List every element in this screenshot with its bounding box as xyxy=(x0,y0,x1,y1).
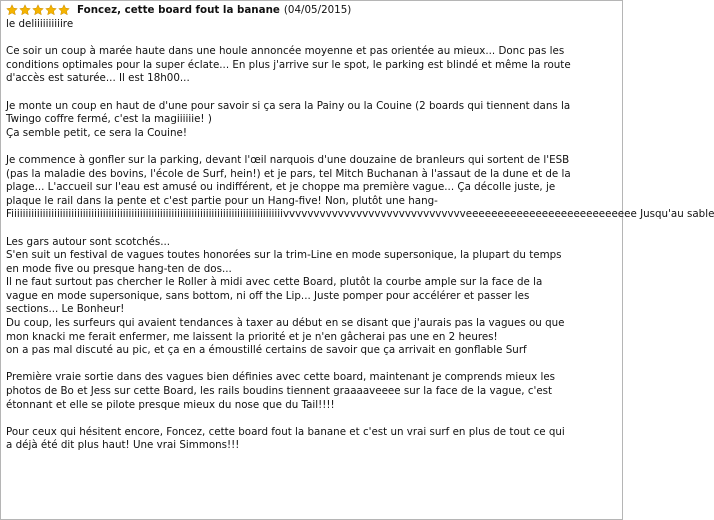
review-line: (pas la maladie des bovins, l'école de Surf, hein!) et je pars, tel Mitch Buchanan à l'assaut de la dune et de la xyxy=(6,167,571,180)
review-title: Foncez, cette board fout la banane xyxy=(77,4,280,17)
review-line: plaque le rail dans la pente et c'est partie pour un Hang-five! Non, plutôt une hang- xyxy=(6,194,438,207)
star-icon xyxy=(58,4,70,16)
review-body xyxy=(6,45,714,453)
review-paragraph xyxy=(6,426,617,453)
review-line: on a pas mal discuté au pic, et ça en a émoustillé certains de savoir que ça arrivait en gonflable Surf xyxy=(6,344,527,357)
review-line: Je monte un coup en haut de d'une pour savoir si ça sera la Painy ou la Couine (2 boards qui tiennent dans la xyxy=(6,99,571,112)
review-paragraph xyxy=(6,45,617,86)
review-line: plage... L'accueil sur l'eau est amusé ou indifférent, et je choppe ma première vague... Ça décolle juste, je xyxy=(6,181,556,194)
review-line: étonnant et elle se pilote presque mieux du nose que du Tail!!!! xyxy=(6,398,335,411)
review-subtitle: le deliiiiiiiiiire xyxy=(6,18,74,30)
review-date: (04/05/2015) xyxy=(283,4,352,17)
review-line: S'en suit un festival de vagues toutes honorées sur la trim-Line en mode supersonique, la plupart du temps xyxy=(6,249,562,262)
review-line: Il ne faut surtout pas chercher le Roller à midi avec cette Board, plutôt la courbe ample sur la face de la xyxy=(6,276,543,289)
star-rating xyxy=(6,4,71,16)
review-line: en mode five ou presque hang-ten de dos... xyxy=(6,262,232,275)
review-line: d'accès est saturée... Il est 18h00... xyxy=(6,72,190,85)
review-line: Ce soir un coup à marée haute dans une houle annoncée moyenne et pas orientée au mieux... Donc pas les xyxy=(6,45,565,58)
review-line: a déjà été dit plus haut! Une vrai Simmons!!! xyxy=(6,439,240,452)
review-line: Fiiiiiiiiiiiiiiiiiiiiiiiiiiiiiiiiiiiiiiiiiiiiiiiiiiiiiiiiiiiiiiiiiiiiiiiiiiiiiiiiiiiiiiiiiiiiiiivvvvvvvvvvvvvvvvvvvvvvvvvvvvvveeeeeeeeeeeeeeeeeeeeeeeeeee Jusqu'au sable xyxy=(6,208,714,221)
review-line: sections... Le Bonheur! xyxy=(6,303,125,316)
review-paragraph xyxy=(6,100,617,141)
star-icon xyxy=(32,4,44,16)
review-header xyxy=(6,4,617,18)
review-line: Je commence à gonfler sur la parking, devant l'œil narquois d'une douzaine de branleurs qui sortent de l'ESB xyxy=(6,153,570,166)
review-line: Les gars autour sont scotchés... xyxy=(6,235,171,248)
review-line: photos de Bo et Jess sur cette Board, les rails boudins tiennent graaaaveeee sur la face de la vague, c'est xyxy=(6,385,553,398)
review-line: Ça semble petit, ce sera la Couine! xyxy=(6,126,187,139)
review-line: Première vraie sortie dans des vagues bien définies avec cette board, maintenant je comprends mieux les xyxy=(6,371,556,384)
review-line: vague en mode supersonique, sans bottom, ni off the Lip... Juste pomper pour accélérer et passer les xyxy=(6,289,530,302)
review-paragraph xyxy=(6,153,714,222)
review-paragraph xyxy=(6,371,617,412)
review-line: Twingo coffre fermé, c'est la magiiiiiie! ) xyxy=(6,113,212,126)
review-line: Du coup, les surfeurs qui avaient tendances à taxer au début en se disant que j'aurais pas la vagues ou que xyxy=(6,317,565,330)
review-line: mon knacki me ferait enfermer, me laissent la priorité et je n'en gâcherai pas une en 2 heures! xyxy=(6,330,498,343)
review-paragraph xyxy=(6,236,617,358)
star-icon xyxy=(6,4,18,16)
star-icon xyxy=(45,4,57,16)
review-line: Pour ceux qui hésitent encore, Foncez, cette board fout la banane et c'est un vrai surf en plus de tout ce qui xyxy=(6,425,565,438)
review-line: conditions optimales pour la super éclate... En plus j'arrive sur le spot, le parking est blindé et même la route xyxy=(6,58,571,71)
star-icon xyxy=(19,4,31,16)
